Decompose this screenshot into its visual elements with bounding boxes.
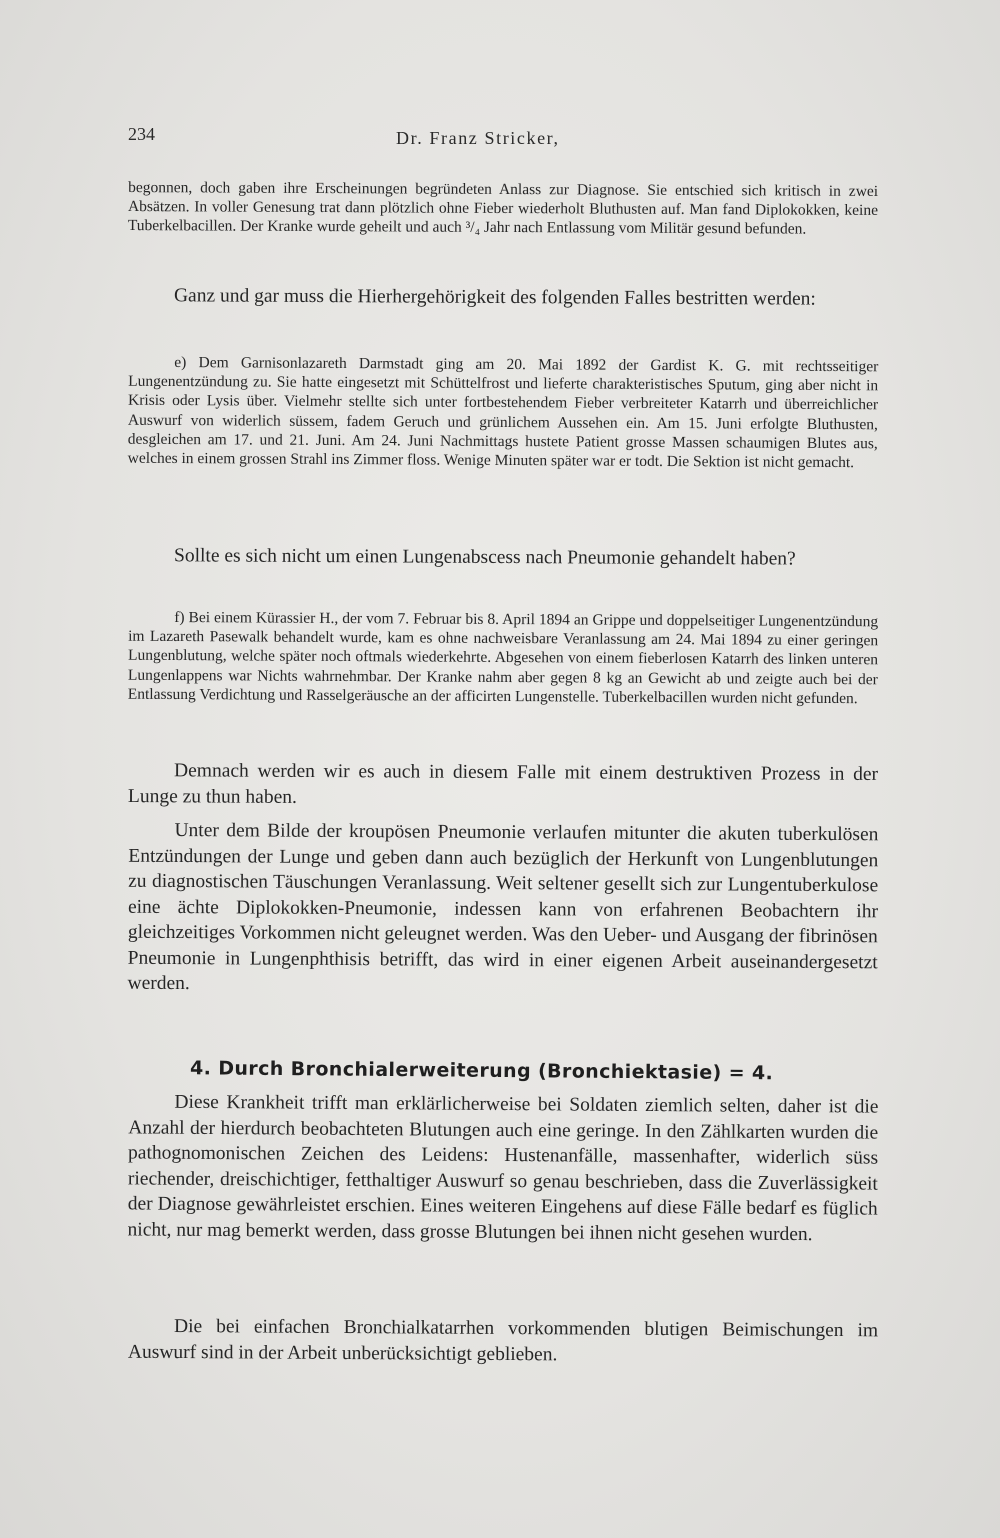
section-heading: 4. Durch Bronchialerweiterung (Bronchiektasie) = 4. [189,1057,774,1085]
paragraph-bronchial-catarrh: Die bei einfachen Bronchialkatarrhen vorkommenden blutigen Beimischungen im Auswurf sind in der Arbeit unberücksichtigt geblieben. [127,1315,879,1365]
page-number: 234 [128,124,155,144]
paragraph-bronchiectasis: Diese Krankheit trifft man erklärlicherweise bei Soldaten ziemlich selten, daher ist die Anzahl der hierdurch beobachteten Blutungen auch eine geringe. In den Zählkarten wurden die pathognomonischen Zeichen des Leidens: Hustenanfälle, massenhafter, widerlich süss riechender, dreischichtiger, fetthaltiger Auswurf so genau beschrieben, dass die Zuverlässigkeit der Diagnose gewährleistet erschien. Eines weiteren Eingehens auf diese Fälle bedarf es füglich nicht, nur mag bemerkt werden, dass grosse Blutungen bei ihnen nicht gesehen wurden. [127,1091,879,1245]
paragraph-case-e: e) Dem Garnisonlazareth Darmstadt ging am 20. Mai 1892 der Gardist K. G. mit rechtsseitiger Lungenentzündung zu. Sie hatte eingesetzt mit Schüttelfrost und lieferte charakteristisches Sputum, ging aber nicht in Krisis oder Lysis über. Vielmehr stellte sich unter fortbestehendem Fieber verbreiteter Katarrh und überreichlicher Auswurf von widerlich süssem, fadem Geruch und grünlichem Aussehen ein. Am 15. Juni erfolgte Bluthusten, desgleichen am 17. und 21. Juni. Am 24. Juni Nachmittags hustete Patient grosse Massen schaumigen Blutes aus, welches in einem grossen Strahl ins Zimmer floss. Wenige Minuten später war er todt. Die Sektion ist nicht gemacht. [127,353,879,472]
paragraph-question: Sollte es sich nicht um einen Lungenabscess nach Pneumonie gehandelt haben? [173,545,796,570]
paragraph-case-d-continuation: begonnen, doch gaben ihre Erscheinungen begründeten Anlass zur Diagnose. Sie entschied sich kritisch in zwei Absätzen. In voller Genesung trat dann plötzlich ohne Fieber wiederholt Bluthusten auf. Man fand Diplokokken, keine Tuberkelbacillen. Der Kranke wurde geheilt und auch ³/₄ Jahr nach Entlassung vom Militär gesund befunden. [127,179,879,238]
paragraph-transition: Ganz und gar muss die Hierhergehörigkeit des folgenden Falles bestritten werden: [173,285,816,310]
paragraph-pneumonia-discussion: Unter dem Bilde der kroupösen Pneumonie verlaufen mitunter die akuten tuberkulösen Entzündungen der Lunge und geben dann auch bezüglich der Herkunft von Lungenblutungen zu diagnostischen Täuschungen Veranlassung. Weit seltener gesellt sich zur Lungentuberkulose eine ächte Diplokokken-Pneumonie, indessen kann von erfahrenen Beobachtern ihr gleichzeitiges Vorkommen nicht geleugnet werden. Was den Ueber- und Ausgang der fibrinösen Pneumonie in Lungenphthisis betrifft, das wird in einer eigenen Arbeit auseinandergesetzt werden. [127,819,879,995]
running-head: Dr. Franz Stricker, [396,128,560,148]
paragraph-case-f: f) Bei einem Kürassier H., der vom 7. Februar bis 8. April 1894 an Grippe und doppelseitiger Lungenentzündung im Lazareth Pasewalk behandelt wurde, kam es ohne nachweisbare Veranlassung am 24. Mai 1894 zu einer geringen Lungenblutung, welche später noch oftmals wiederkehrte. Abgesehen von einem fieberlosen Katarrh des linken unteren Lungenlappens war Nichts wahrnehmbar. Der Kranke nahm aber gegen 8 kg an Gewicht ab und zeigte auch bei der Entlassung Verdichtung und Rasselgeräusche an der afficirten Lungenstelle. Tuberkelbacillen wurden nicht gefunden. [127,608,879,707]
page-header [128,124,878,156]
paragraph-conclusion: Demnach werden wir es auch in diesem Falle mit einem destruktiven Prozess in der Lunge zu thun haben. [127,760,879,808]
